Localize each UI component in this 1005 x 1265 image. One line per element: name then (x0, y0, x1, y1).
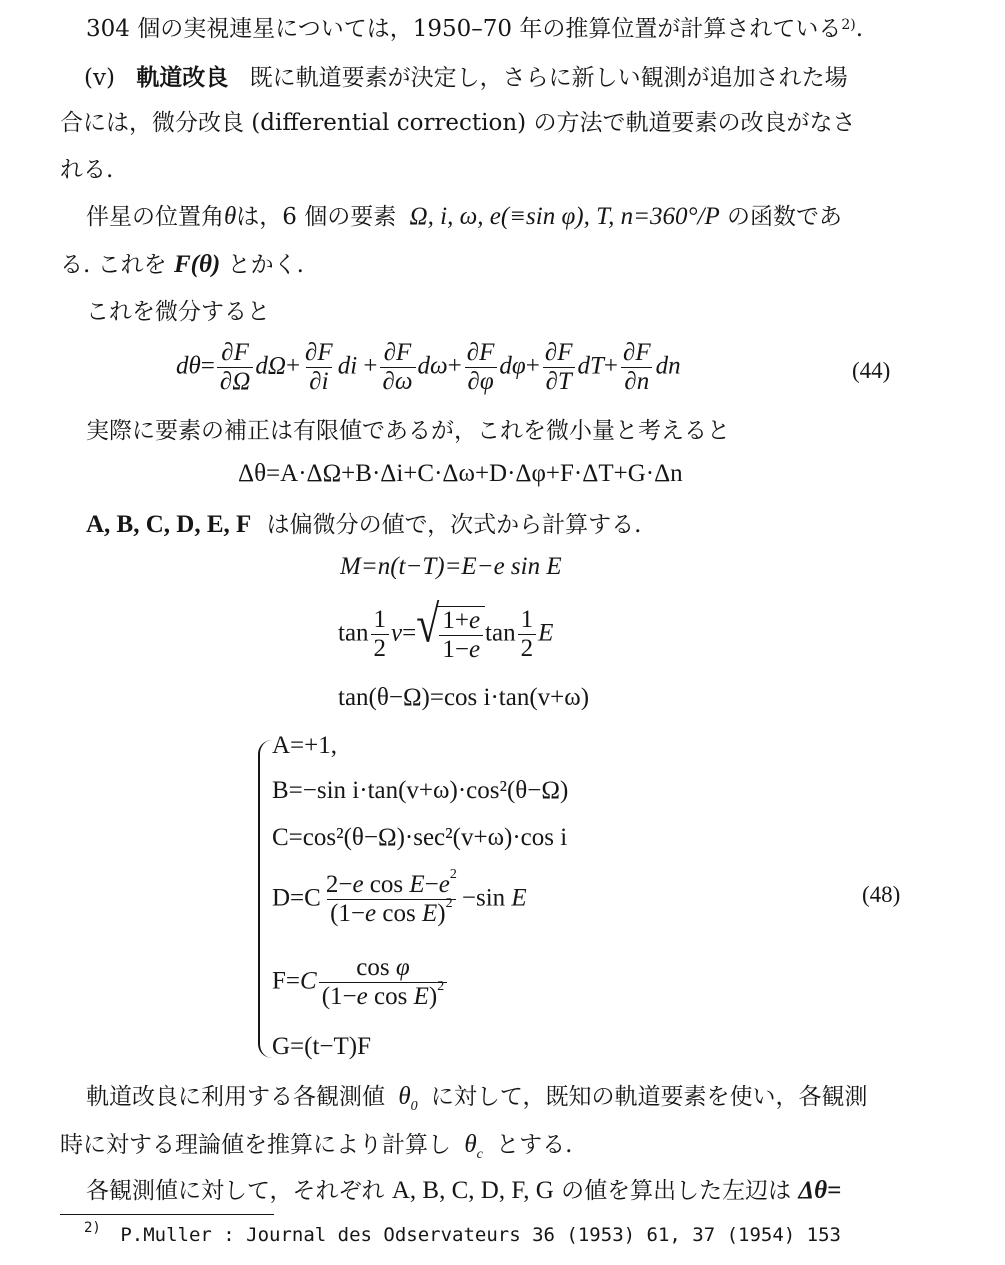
text-l5c: の函数であ (727, 204, 843, 230)
text-line-7 (86, 297, 270, 327)
equation-true-anomaly: tan $\frac{1}{2}$ v= √ $\frac{1+e}{1-e}$ tan $\frac{1}{2}$ E (338, 596, 554, 664)
text-line-12 (86, 1176, 841, 1206)
text-line-1 (86, 14, 863, 44)
equation-kepler (340, 553, 562, 581)
equation-position-angle (338, 684, 589, 712)
element-list: Ω, i, ω, e(≡sin φ), T, n=360°/P (409, 203, 720, 230)
text-line-8 (86, 416, 730, 446)
text-l5a: 伴星の位置角 (86, 204, 224, 230)
equation-B (272, 777, 568, 805)
equation-delta (238, 460, 683, 488)
coefficient-list-2: A, B, C, D, F, G (391, 1177, 554, 1204)
equation-F: F=C $\frac{\text{cos φ}}{(1-e \cos E)^2}$ (272, 955, 449, 1011)
equation-C (272, 824, 567, 852)
equation-D: D=C $\frac{2-e \cos E-e^2}{(1-e \cos E)^2}$ −sin E (272, 867, 527, 928)
text-l6a: る. これを (60, 252, 167, 278)
section-heading-line (84, 63, 848, 93)
text-l12c: の値を算出した左辺は (561, 1178, 792, 1204)
text-line-3 (60, 108, 855, 138)
equation-A (272, 732, 337, 760)
text-l3: 合には，微分改良 (differential correction) の方法で軌道要素の改良がなさ (60, 110, 856, 136)
text-l4: れる. (60, 157, 114, 183)
function-F: F(θ) (173, 251, 221, 278)
coefficient-list: A, B, C, D, E, F (86, 511, 252, 538)
period: . (855, 16, 864, 42)
text-l11b: とする. (496, 1132, 573, 1158)
text-l8: 実際に要素の補正は有限値であるが，これを微小量と考えると (86, 418, 730, 444)
text-line-9 (86, 510, 641, 540)
equation-position-angle-text: tan(θ−Ω)=cos i·tan(v+ω) (338, 684, 590, 711)
equation-G (272, 1033, 371, 1061)
equation-B-text: B=−sin i·tan(v+ω)·cos²(θ−Ω) (272, 777, 569, 804)
equation-G-text: G=(t−T)F (272, 1033, 372, 1060)
equation-delta-text: Δθ=A·ΔΩ+B·Δi+C·Δω+D·Δφ+F·ΔT+G·Δn (238, 460, 683, 487)
text-l1: 304 個の実視連星については，1950–70 年の推算位置が計算されている (86, 16, 842, 42)
text-l6b: とかく. (227, 252, 304, 278)
equation-44: dθ= $\frac{\partial F}{\partial\Omega}$ dΩ+ $\frac{\partial F}{\partial i}$ di + $\frac{\partial F}{\partial\omega}$ dω+ $\frac{\partial F}{\partial\varphi}$ dφ+ $\frac{\partial F}{\partial T}$ dT+ $\frac{\partial F}{\partial n}$ dn (176, 339, 681, 396)
footnote-text: P.Muller : Journal des Odservateurs 36 (1953) 61, 37 (1954) 153 (120, 1224, 841, 1246)
text-l10a: 軌道改良に利用する各観測値 (86, 1084, 385, 1110)
section-heading: 軌道改良 (136, 64, 229, 91)
text-l10b: に対して，既知の軌道要素を使い，各観測 (430, 1084, 868, 1110)
equation-kepler-text: M=n(t−T)=E−e sin E (340, 553, 562, 580)
equation-48-label: (48) (862, 882, 901, 907)
equation-A-text: A=+1, (272, 732, 338, 759)
text-line-11: 時に対する理論値を推算により計算し $\theta_c$ とする. (60, 1131, 573, 1162)
text-line-4 (60, 155, 113, 185)
text-l9b: は偏微分の値で，次式から計算する. (266, 512, 642, 538)
text-l5b: は，6 個の要素 (236, 204, 397, 230)
text-l7: これを微分すると (86, 299, 270, 325)
footnote (84, 1220, 841, 1246)
text-line-10: 軌道改良に利用する各観測値 $\theta_0$ に対して，既知の軌道要素を使い，各観測 (86, 1083, 868, 1114)
section-number: (v) (84, 65, 115, 91)
footnote-mark: 2) (84, 1220, 101, 1236)
footnote-rule (60, 1214, 274, 1215)
text-l11a: 時に対する理論値を推算により計算し (60, 1132, 451, 1158)
ref-2: 2) (841, 17, 856, 33)
text-l2: 既に軌道要素が決定し，さらに新しい観測が追加された場 (249, 65, 848, 91)
text-l12a: 各観測値に対して，それぞれ (86, 1178, 385, 1204)
text-line-6 (60, 250, 304, 280)
equation-44-label: (44) (852, 358, 891, 383)
equation-C-text: C=cos²(θ−Ω)·sec²(v+ω)·cos i (272, 824, 568, 851)
delta-theta: Δθ= (798, 1177, 842, 1204)
text-line-5: 伴星の位置角θは，6 個の要素 Ω, i, ω, e(≡sin φ), T, n=360°/P の函数であ (86, 203, 843, 230)
